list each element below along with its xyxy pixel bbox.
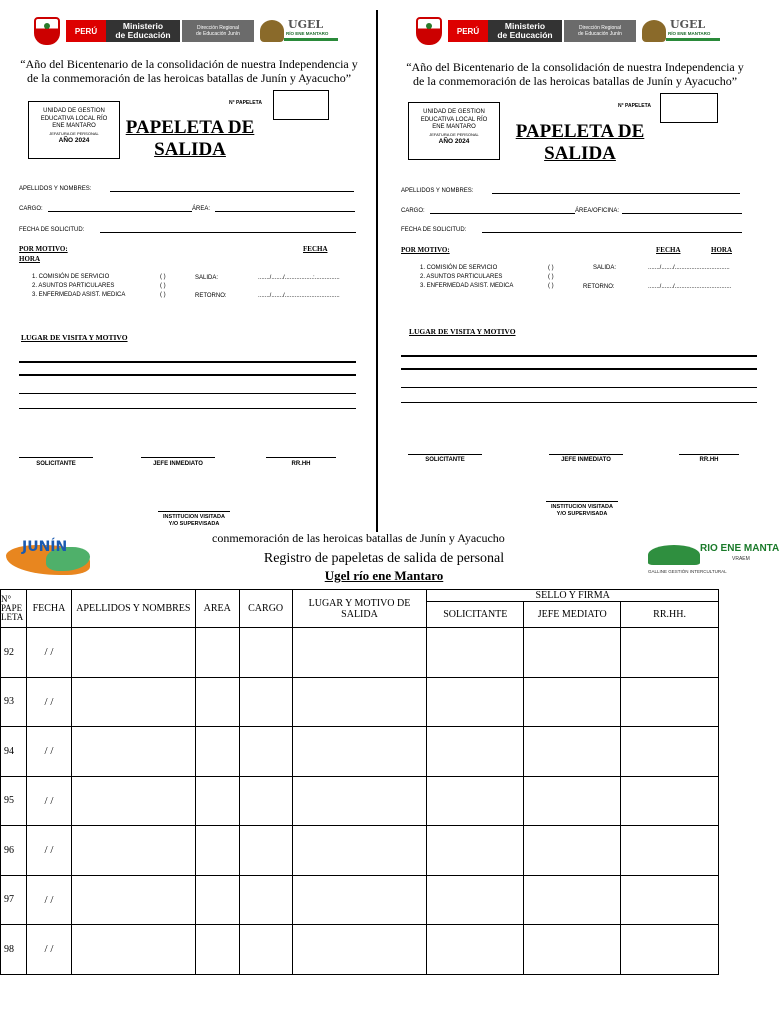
peru-shield-icon — [34, 17, 60, 45]
lugar-label: LUGAR DE VISITA Y MOTIVO — [21, 333, 128, 342]
rrhh-signature: RR.HH — [699, 457, 719, 463]
col-jefe: JEFE MEDIATO — [524, 602, 621, 628]
motivo-fecha: FECHA — [656, 246, 681, 254]
row-cell[interactable] — [239, 677, 292, 727]
option-comision: 1. COMISIÓN DE SERVICIO — [32, 274, 110, 280]
option-checkbox-2[interactable]: ( ) — [548, 274, 554, 280]
row-number: 94 — [1, 727, 27, 777]
motivo-hora: HORA — [19, 255, 40, 263]
option-checkbox-3[interactable]: ( ) — [160, 292, 166, 298]
row-number: 96 — [1, 826, 27, 876]
row-cell[interactable] — [71, 677, 195, 727]
option-comision: 1. COMISIÓN DE SERVICIO — [420, 265, 498, 271]
retorno-fill[interactable]: ......./......./.................................. — [648, 284, 732, 290]
institucion-visitada: INSTITUCION VISITADA Y/O SUPERVISADA — [163, 514, 225, 527]
rrhh-line — [679, 454, 739, 455]
col-rrhh: RR.HH. — [621, 602, 719, 628]
institucion-visitada: INSTITUCION VISITADA Y/O SUPERVISADA — [551, 504, 613, 517]
area-oficina-label: ÁREA/OFICINA: — [575, 208, 620, 214]
papeleta-number-box[interactable] — [273, 90, 329, 120]
row-number: 93 — [1, 677, 27, 727]
row-cell[interactable] — [71, 727, 195, 777]
rio-ene-mantaro-logo: RIO ENE MANTA VRAEM GALLINE GESTIÓN INTERCULTURAL — [648, 543, 779, 574]
ugel-logo: UGEL RÍO ENE MANTARO — [258, 14, 340, 48]
row-cell[interactable] — [621, 875, 719, 925]
row-cell[interactable] — [524, 826, 621, 876]
row-cell[interactable] — [71, 826, 195, 876]
papeleta-number-label: N° PAPELETA — [229, 100, 262, 106]
option-asuntos: 2. ASUNTOS PARTICULARES — [420, 274, 503, 280]
unit-box: UNIDAD DE GESTION EDUCATIVA LOCAL RÍO ENE MANTARO JEFATURA DE PERSONAL AÑO 2024 — [408, 102, 500, 160]
jefe-signature: JEFE INMEDIATO — [561, 457, 611, 463]
salida-label: SALIDA: — [195, 275, 219, 281]
col-lugar: LUGAR Y MOTIVO DE SALIDA — [292, 590, 427, 628]
header-logos — [34, 12, 340, 50]
row-fecha[interactable]: / / — [26, 727, 71, 777]
retorno-label: RETORNO: — [583, 284, 615, 290]
fecha-solicitud-line[interactable] — [100, 232, 356, 233]
solicitante-line — [408, 454, 482, 455]
row-cell[interactable] — [292, 628, 427, 678]
col-solicitante: SOLICITANTE — [427, 602, 524, 628]
papeleta-number-box[interactable] — [660, 93, 718, 123]
table-row — [1, 826, 719, 876]
row-cell[interactable] — [195, 826, 239, 876]
salida-fill[interactable]: ......./......./................................. — [648, 265, 730, 271]
row-cell[interactable] — [427, 628, 524, 678]
rrhh-signature: RR.HH — [291, 461, 311, 467]
registro-section — [0, 531, 779, 1024]
junin-logo: JUNÍN — [6, 537, 92, 577]
lugar-line-1[interactable] — [19, 361, 356, 363]
row-cell[interactable] — [524, 925, 621, 975]
table-row — [1, 875, 719, 925]
row-cell[interactable] — [195, 776, 239, 826]
row-fecha[interactable]: / / — [26, 826, 71, 876]
rrhh-line — [266, 457, 336, 458]
minedu-logo: Ministerio de Educación — [106, 20, 180, 42]
row-cell[interactable] — [292, 925, 427, 975]
motivo-label: POR MOTIVO: — [401, 246, 450, 254]
row-cell[interactable] — [427, 677, 524, 727]
row-cell[interactable] — [427, 776, 524, 826]
retorno-fill[interactable]: ......./......./................................. — [258, 293, 340, 299]
cargo-line[interactable] — [48, 211, 192, 212]
option-checkbox-3[interactable]: ( ) — [548, 283, 554, 289]
apellidos-label: APELLIDOS Y NOMBRES: — [19, 186, 92, 192]
registro-title: Registro de papeletas de salida de personal — [263, 551, 505, 566]
motto: “Año del Bicentenario de la consolidación de nuestra Independencia y de la conmemoración de las heroicas batallas de Junín y Ayacucho” — [20, 57, 358, 85]
area-label: ÁREA: — [192, 206, 211, 212]
row-number: 95 — [1, 776, 27, 826]
row-cell[interactable] — [239, 826, 292, 876]
lugar-line-4[interactable] — [401, 402, 757, 403]
option-asuntos: 2. ASUNTOS PARTICULARES — [32, 283, 115, 289]
salida-fill[interactable]: ......./......./.................:............... — [258, 275, 340, 281]
jefe-line — [549, 454, 623, 455]
row-cell[interactable] — [524, 875, 621, 925]
cut-motto-text: conmemoración de las heroicas batallas de Junín y Ayacucho — [212, 531, 505, 545]
solicitante-signature: SOLICITANTE — [425, 457, 465, 463]
lugar-line-3[interactable] — [401, 387, 757, 388]
row-cell[interactable] — [195, 628, 239, 678]
row-cell[interactable] — [239, 875, 292, 925]
area-oficina-line[interactable] — [622, 213, 742, 214]
form-title: PAPELETA DE SALIDA — [125, 117, 255, 160]
lugar-line-2[interactable] — [401, 368, 757, 370]
area-line[interactable] — [215, 211, 355, 212]
option-enfermedad: 3. ENFERMEDAD ASIST. MEDICA — [32, 292, 126, 298]
peru-logo: PERÚ — [66, 20, 106, 42]
fecha-solicitud-label: FECHA DE SOLICITUD: — [19, 227, 85, 233]
lugar-line-3[interactable] — [19, 393, 356, 394]
row-cell[interactable] — [621, 727, 719, 777]
lugar-line-2[interactable] — [19, 374, 356, 376]
lugar-line-4[interactable] — [19, 408, 356, 409]
jefe-signature: JEFE INMEDIATO — [153, 461, 203, 467]
row-cell[interactable] — [427, 875, 524, 925]
papeleta-number-label: N° PAPELETA — [618, 103, 651, 109]
table-row — [1, 677, 719, 727]
motivo-hora: HORA — [711, 246, 732, 254]
row-fecha[interactable]: / / — [26, 776, 71, 826]
divider — [376, 10, 378, 532]
row-number: 97 — [1, 875, 27, 925]
row-number: 92 — [1, 628, 27, 678]
row-cell[interactable] — [621, 925, 719, 975]
row-cell[interactable] — [427, 826, 524, 876]
row-cell[interactable] — [292, 677, 427, 727]
apellidos-label: APELLIDOS Y NOMBRES: — [401, 188, 474, 194]
row-cell[interactable] — [524, 628, 621, 678]
row-cell[interactable] — [71, 925, 195, 975]
row-fecha[interactable]: / / — [26, 677, 71, 727]
apellidos-line[interactable] — [492, 193, 740, 194]
inst-line — [158, 511, 230, 512]
solicitante-line — [19, 457, 93, 458]
row-cell[interactable] — [524, 677, 621, 727]
row-cell[interactable] — [621, 776, 719, 826]
row-fecha[interactable]: / / — [26, 628, 71, 678]
row-cell[interactable] — [195, 727, 239, 777]
dre-logo: Dirección Regional de Educación Junín — [182, 20, 254, 42]
apellidos-line[interactable] — [110, 191, 354, 192]
papeleta-form-left — [0, 0, 378, 535]
option-checkbox-1[interactable]: ( ) — [548, 265, 554, 271]
row-cell[interactable] — [524, 776, 621, 826]
row-cell[interactable] — [621, 628, 719, 678]
jefe-line — [141, 457, 215, 458]
row-cell[interactable] — [292, 727, 427, 777]
ugel-logo: UGEL RÍO ENE MANTARO — [640, 14, 722, 48]
row-cell[interactable] — [292, 826, 427, 876]
fecha-solicitud-label: FECHA DE SOLICITUD: — [401, 227, 467, 233]
row-number: 98 — [1, 925, 27, 975]
motivo-fecha: FECHA — [303, 245, 328, 253]
row-fecha[interactable]: / / — [26, 925, 71, 975]
row-cell[interactable] — [292, 776, 427, 826]
col-num: N° PAPE LETA — [1, 590, 27, 628]
row-cell[interactable] — [195, 677, 239, 727]
lugar-label: LUGAR DE VISITA Y MOTIVO — [409, 327, 516, 336]
dre-logo: Dirección Regional de Educación Junín — [564, 20, 636, 42]
row-cell[interactable] — [427, 925, 524, 975]
papeleta-form-right — [382, 0, 768, 535]
option-enfermedad: 3. ENFERMEDAD ASIST. MEDICA — [420, 283, 514, 289]
row-cell[interactable] — [524, 727, 621, 777]
motivo-label: POR MOTIVO: — [19, 245, 68, 253]
lugar-line-1[interactable] — [401, 355, 757, 357]
salida-label: SALIDA: — [593, 265, 617, 271]
option-checkbox-1[interactable]: ( ) — [160, 274, 166, 280]
registro-subtitle: Ugel río ene Mantaro — [324, 568, 444, 583]
minedu-logo: Ministerio de Educación — [488, 20, 562, 42]
col-sello-firma: SELLO Y FIRMA — [427, 590, 719, 602]
row-cell[interactable] — [621, 826, 719, 876]
row-cell[interactable] — [71, 776, 195, 826]
header-logos — [416, 12, 722, 50]
cargo-label: CARGO: — [401, 208, 425, 214]
retorno-label: RETORNO: — [195, 293, 227, 299]
row-cell[interactable] — [239, 925, 292, 975]
table-row — [1, 776, 719, 826]
motto: “Año del Bicentenario de la consolidación de nuestra Independencia y de la conmemoración de las heroicas batallas de Junín y Ayacucho” — [406, 60, 744, 88]
registro-table — [0, 589, 719, 975]
row-cell[interactable] — [239, 628, 292, 678]
row-cell[interactable] — [71, 628, 195, 678]
table-row — [1, 628, 719, 678]
row-cell[interactable] — [427, 727, 524, 777]
table-row — [1, 727, 719, 777]
fecha-solicitud-line[interactable] — [482, 232, 742, 233]
row-cell[interactable] — [239, 727, 292, 777]
cargo-label: CARGO: — [19, 206, 43, 212]
cargo-line[interactable] — [430, 213, 575, 214]
unit-box: UNIDAD DE GESTION EDUCATIVA LOCAL RÍO ENE MANTARO JEFATURA DE PERSONAL AÑO 2024 — [28, 101, 120, 159]
row-fecha[interactable]: / / — [26, 875, 71, 925]
solicitante-signature: SOLICITANTE — [36, 461, 76, 467]
row-cell[interactable] — [621, 677, 719, 727]
col-cargo: CARGO — [239, 590, 292, 628]
col-apellidos: APELLIDOS Y NOMBRES — [71, 590, 195, 628]
table-row — [1, 925, 719, 975]
peru-logo: PERÚ — [448, 20, 488, 42]
form-title: PAPELETA DE SALIDA — [515, 121, 645, 164]
row-cell[interactable] — [292, 875, 427, 925]
peru-shield-icon — [416, 17, 442, 45]
row-cell[interactable] — [71, 875, 195, 925]
row-cell[interactable] — [195, 875, 239, 925]
col-fecha: FECHA — [26, 590, 71, 628]
inst-line — [546, 501, 618, 502]
col-area: AREA — [195, 590, 239, 628]
row-cell[interactable] — [239, 776, 292, 826]
row-cell[interactable] — [195, 925, 239, 975]
option-checkbox-2[interactable]: ( ) — [160, 283, 166, 289]
